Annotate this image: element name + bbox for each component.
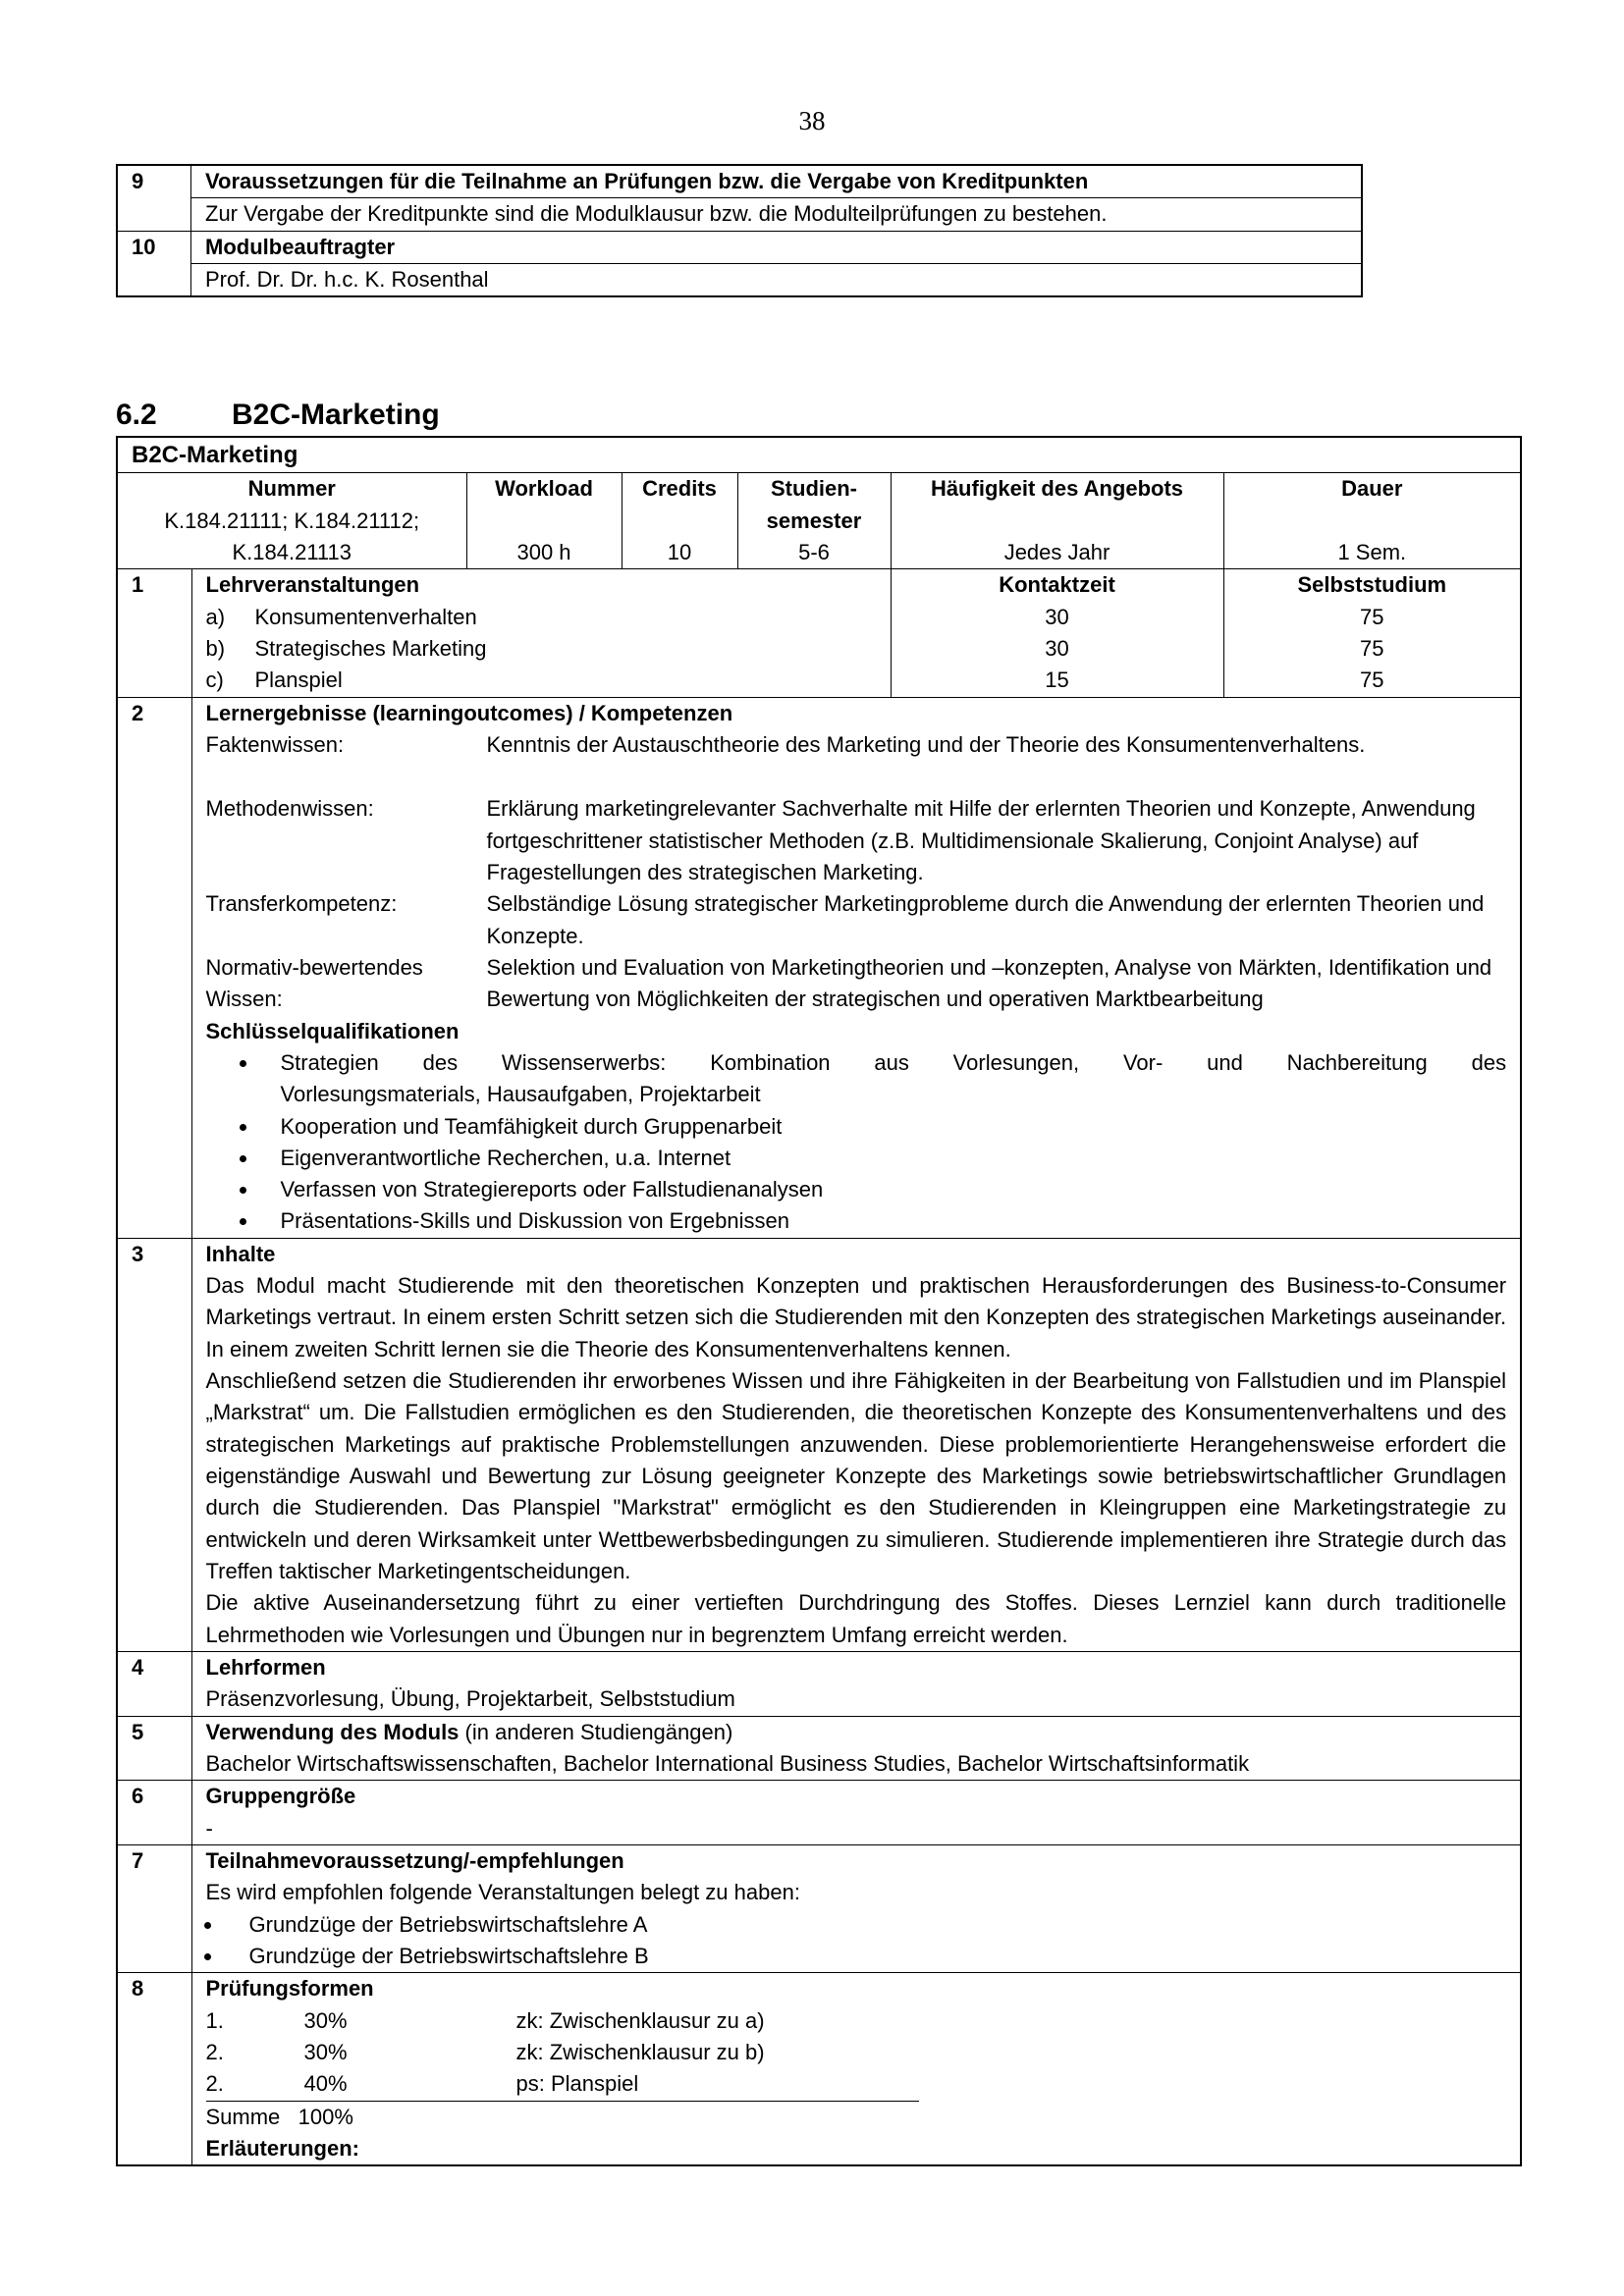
list-item: b) Strategisches Marketing bbox=[205, 635, 487, 661]
exam-summe: Summe 100% bbox=[205, 2104, 353, 2129]
faktenwissen bbox=[206, 729, 1507, 761]
gruppengroesse-cell bbox=[191, 1781, 1521, 1845]
table-row bbox=[117, 231, 1362, 263]
workload-cell bbox=[466, 473, 622, 569]
selbststudium-value: 75 bbox=[1360, 635, 1384, 661]
credits-header: Credits bbox=[642, 476, 717, 502]
list-item: c) Planspiel bbox=[205, 667, 343, 693]
section-title: B2C-Marketing bbox=[232, 399, 440, 431]
row-number: 10 bbox=[117, 231, 191, 296]
list-item: • Grundzüge der Betriebswirtschaftslehre A bbox=[224, 1909, 1507, 1941]
selbststudium-header: Selbststudium bbox=[1297, 572, 1447, 598]
transferkompetenz-label: Transferkompetenz: bbox=[205, 891, 398, 917]
inhalte-paragraph: Anschließend setzen die Studierenden ihr erworbenes Wissen und ihre Fähigkeiten in der Bearbeitung von Fallstudien und im Planspiel „Markstrat“ um. Die Fallstudien ermöglichen es den Studierenden, die theoretischen Konzepte des Konsumentenverhaltens und des strategischen Marketings auf praktische Problemstellungen anzuwenden. Diese problemorientierte Herangehensweise erfordert die eigenständige Auswahl und Bewertung zur Lösung geeigneter Konzepte des Marketings sowie betriebswirtschaftlicher Grundlagen durch die Studierenden. Das Planspiel "Markstrat" ermöglicht es den Studierenden in Kleingruppen eine Marketingstrategie zu entwickeln und deren Wirksamkeit unter Wettbewerbsbedingungen zu simulieren. Studierende implementieren ihre Strategie durch das Treffen taktischer Marketingentscheidungen. bbox=[205, 1368, 1507, 1584]
credits-value: 10 bbox=[667, 539, 692, 564]
lehrformen-title: Lehrformen bbox=[205, 1655, 326, 1681]
list-item: • Kooperation und Teamfähigkeit durch Gruppenarbeit bbox=[259, 1111, 1507, 1143]
list-item: • Eigenverantwortliche Recherchen, u.a. Internet bbox=[259, 1143, 1507, 1174]
semester-value: 5-6 bbox=[798, 539, 830, 564]
lernergebnisse-title: Lernergebnisse (learningoutcomes) / Kompetenzen bbox=[205, 700, 733, 725]
lehrformen-row bbox=[117, 1652, 1521, 1717]
pruefungsformen-title: Prüfungsformen bbox=[205, 1976, 374, 2002]
selbststudium-value: 75 bbox=[1360, 667, 1384, 693]
row-number: 8 bbox=[117, 1973, 191, 2165]
kontaktzeit-value: 30 bbox=[1045, 635, 1069, 661]
gruppengroesse-title: Gruppengröße bbox=[205, 1784, 356, 1809]
inhalte-title: Inhalte bbox=[205, 1241, 276, 1266]
semester-header-2: semester bbox=[766, 507, 862, 533]
methodenwissen-label: Methodenwissen: bbox=[205, 796, 374, 822]
gruppengroesse-row bbox=[117, 1781, 1521, 1845]
pruefungsformen-row bbox=[117, 1973, 1521, 2165]
continuation-table bbox=[116, 164, 1363, 297]
dauer-header: Dauer bbox=[1341, 476, 1403, 502]
nummer-cell bbox=[117, 473, 466, 569]
list-item: • Grundzüge der Betriebswirtschaftslehre B bbox=[224, 1941, 1507, 1972]
lehrveranstaltungen-title: Lehrveranstaltungen bbox=[205, 572, 420, 598]
teilnahme-text: Es wird empfohlen folgende Veranstaltungen belegt zu haben: bbox=[205, 1880, 800, 1905]
exam-row: 2. 30% zk: Zwischenklausur zu b) bbox=[205, 2040, 765, 2065]
row-number: 1 bbox=[117, 569, 191, 697]
credits-cell bbox=[622, 473, 737, 569]
page-number: 38 bbox=[798, 106, 826, 135]
gruppengroesse-text: - bbox=[205, 1815, 213, 1841]
row-number: 4 bbox=[117, 1652, 191, 1717]
row-text: Zur Vergabe der Kreditpunkte sind die Modulklausur bzw. die Modulteilprüfungen zu bestehen. bbox=[191, 198, 1363, 231]
section-number: 6.2 bbox=[116, 399, 157, 431]
module-info-row bbox=[117, 473, 1521, 569]
schluesselqualifikationen-list bbox=[206, 1047, 1507, 1238]
schluesselqualifikationen-title: Schlüsselqualifikationen bbox=[205, 1018, 460, 1043]
inhalte-paragraph: Die aktive Auseinandersetzung führt zu einer vertieften Durchdringung des Stoffes. Dieses Lernziel kann durch traditionelle Lehrmethoden wie Vorlesungen und Übungen nur in begrenztem Umfang erreicht werden. bbox=[205, 1590, 1507, 1647]
verwendung-row bbox=[117, 1716, 1521, 1781]
faktenwissen-text: Kenntnis der Austauschtheorie des Marketing und der Theorie des Konsumentenverhaltens. bbox=[486, 731, 1366, 757]
inhalte-row bbox=[117, 1238, 1521, 1651]
module-title-row bbox=[117, 437, 1521, 473]
lernergebnisse-cell bbox=[191, 697, 1521, 1238]
semester-header-1: Studien- bbox=[771, 476, 857, 502]
teilnahme-row bbox=[117, 1845, 1521, 1973]
workload-header: Workload bbox=[495, 476, 593, 502]
teilnahme-cell bbox=[191, 1845, 1521, 1973]
methodenwissen-text: Erklärung marketingrelevanter Sachverhalte mit Hilfe der erlernten Theorien und Konzepte, Anwendung fortgeschrittener statistischer Methoden (z.B. Multidimensionale Skalierung, Conjoint Analyse) auf Fragestellungen des strategischen Marketing. bbox=[486, 796, 1476, 884]
lernergebnisse-row bbox=[117, 697, 1521, 1238]
list-item: a) Konsumentenverhalten bbox=[205, 604, 477, 629]
table-row bbox=[117, 198, 1362, 231]
row-number: 2 bbox=[117, 697, 191, 1238]
row-number: 7 bbox=[117, 1845, 191, 1973]
haeufigkeit-value: Jedes Jahr bbox=[1003, 539, 1110, 564]
pruefungsformen-cell bbox=[191, 1973, 1521, 2165]
lehrveranstaltungen-row bbox=[117, 569, 1521, 697]
kontaktzeit-value: 15 bbox=[1045, 667, 1069, 693]
section-heading bbox=[116, 399, 440, 432]
row-number: 6 bbox=[117, 1781, 191, 1845]
lehrformen-cell bbox=[191, 1652, 1521, 1717]
normativ-label: Normativ-bewertendes Wissen: bbox=[205, 954, 423, 1012]
normativ-text: Selektion und Evaluation von Marketingtheorien und –konzepten, Analyse von Märkten, Identifikation und Bewertung von Möglichkeiten der strategischen und operativen Marktbearbeitung bbox=[486, 954, 1492, 1012]
workload-value: 300 h bbox=[516, 539, 571, 564]
list-item: • Strategien des Wissenserwerbs: Kombination aus Vorlesungen, Vor- und Nachbereitung des Vorlesungsmaterials, Hausaufgaben, Projektarbeit bbox=[259, 1047, 1507, 1111]
exam-row: 1. 30% zk: Zwischenklausur zu a) bbox=[205, 2007, 765, 2033]
row-title: Modulbeauftragter bbox=[191, 231, 1363, 263]
row-number: 5 bbox=[117, 1716, 191, 1781]
teilnahme-title: Teilnahmevoraussetzung/-empfehlungen bbox=[205, 1848, 624, 1874]
row-number: 3 bbox=[117, 1238, 191, 1651]
transferkompetenz bbox=[206, 888, 1507, 952]
normativ-wissen bbox=[206, 952, 1507, 1016]
erlaeuterungen-label: Erläuterungen: bbox=[205, 2136, 359, 2161]
dauer-value: 1 Sem. bbox=[1337, 539, 1407, 564]
verwendung-text: Bachelor Wirtschaftswissenschaften, Bachelor International Business Studies, Bachelor Wirtschaftsinformatik bbox=[205, 1751, 1250, 1777]
module-table bbox=[116, 436, 1522, 2166]
verwendung-cell bbox=[191, 1716, 1521, 1781]
row-text: Prof. Dr. Dr. h.c. K. Rosenthal bbox=[191, 263, 1363, 296]
nummer-value-1: K.184.21111; K.184.21112; bbox=[164, 507, 420, 533]
kontaktzeit-header: Kontaktzeit bbox=[999, 572, 1115, 598]
lehrveranstaltungen-cell bbox=[191, 569, 891, 697]
module-title: B2C-Marketing bbox=[117, 437, 1521, 473]
haeufigkeit-header: Häufigkeit des Angebots bbox=[930, 476, 1184, 502]
lehrformen-text: Präsenzvorlesung, Übung, Projektarbeit, Selbststudium bbox=[205, 1686, 735, 1712]
inhalte-cell bbox=[191, 1238, 1521, 1651]
transferkompetenz-text: Selbständige Lösung strategischer Marketingprobleme durch die Anwendung der erlernten Theorien und Konzepte. bbox=[486, 891, 1485, 948]
nummer-value-2: K.184.21113 bbox=[232, 539, 352, 564]
table-row bbox=[117, 165, 1362, 198]
list-item: • Präsentations-Skills und Diskussion von Ergebnissen bbox=[259, 1205, 1507, 1237]
nummer-header: Nummer bbox=[247, 476, 336, 502]
table-row bbox=[117, 263, 1362, 296]
selbststudium-value: 75 bbox=[1360, 604, 1384, 629]
exam-row: 2. 40% ps: Planspiel bbox=[206, 2068, 919, 2101]
teilnahme-list bbox=[206, 1909, 1507, 1973]
list-item: • Verfassen von Strategiereports oder Fallstudienanalysen bbox=[259, 1174, 1507, 1205]
verwendung-title: Verwendung des Moduls (in anderen Studiengängen) bbox=[205, 1719, 733, 1744]
kontaktzeit-cell bbox=[891, 569, 1223, 697]
kontaktzeit-value: 30 bbox=[1045, 604, 1069, 629]
inhalte-paragraph: Das Modul macht Studierende mit den theoretischen Konzepten und praktischen Herausforderungen des Business-to-Consumer Marketings vertraut. In einem ersten Schritt setzen sich die Studierenden mit den Konzepten des strategischen Marketings auseinander. In einem zweiten Schritt lernen sie die Theorie des Konsumentenverhaltens kennen. bbox=[205, 1273, 1507, 1362]
methodenwissen bbox=[206, 793, 1507, 888]
row-number: 9 bbox=[117, 165, 191, 231]
haeufigkeit-cell bbox=[891, 473, 1223, 569]
semester-cell bbox=[737, 473, 891, 569]
row-title: Voraussetzungen für die Teilnahme an Prüfungen bzw. die Vergabe von Kreditpunkten bbox=[191, 165, 1363, 198]
dauer-cell bbox=[1223, 473, 1521, 569]
selbststudium-cell bbox=[1223, 569, 1521, 697]
faktenwissen-label: Faktenwissen: bbox=[205, 731, 345, 757]
